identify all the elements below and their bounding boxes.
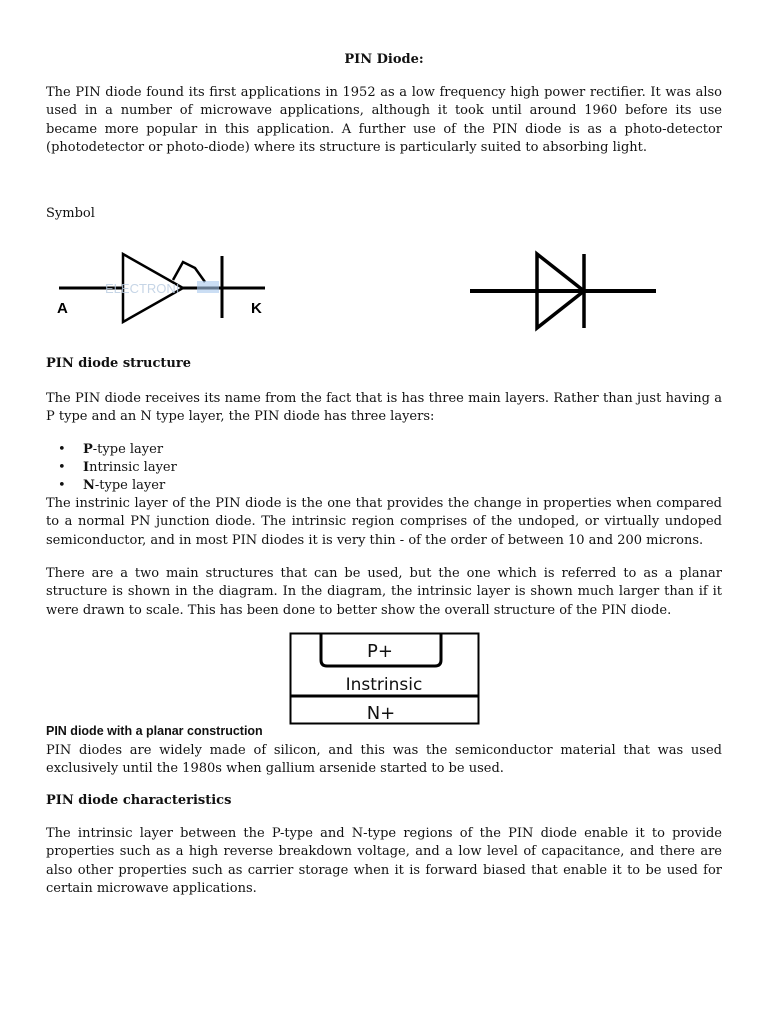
page-title: PIN Diode:: [344, 52, 424, 67]
cathode-label: K: [251, 300, 262, 317]
symbol-label: Symbol: [46, 206, 95, 221]
list-item: • Intrinsic layer: [46, 459, 177, 477]
diagram-caption: PIN diode with a planar construction: [46, 724, 263, 738]
watermark-text: ELECTRONI: [105, 281, 180, 296]
intrinsic-paragraph: The instrinic layer of the PIN diode is the one that provides the change in properties when compared to a normal PN junction diode. The intrinsic region comprises of the undoped, or virtually undoped semiconductor, and in most PIN diodes it is very thin - of the order of between 10 and 200 microns.: [46, 496, 722, 548]
silicon-paragraph: PIN diodes are widely made of silicon, and this was the semiconductor material that was used exclusively until the 1980s when gallium arsenide started to be used.: [46, 743, 722, 777]
list-item: • N-type layer: [46, 477, 177, 495]
planar-paragraph: There are a two main structures that can be used, but the one which is referred to as a planar structure is shown in the diagram. In the diagram, the intrinsic layer is shown much larger than if it were drawn to scale. This has been done to better show the overall structure of the PIN diode.: [46, 566, 722, 618]
n-plus-label: N+: [366, 703, 396, 724]
list-item: • P-type layer: [46, 441, 177, 459]
intro-paragraph: The PIN diode found its first applications in 1952 as a low frequency high power rectifier. It was also used in a number of microwave applications, although it took until around 1960 before its use became more popular in this application. A further use of the PIN diode is as a photo-detector (photodetector or photo-diode) where its structure is particularly suited to absorbing light.: [46, 85, 722, 155]
pin-diode-symbol-photo: [55, 248, 275, 328]
intrinsic-label: Instrinsic: [345, 675, 423, 695]
anode-label: A: [57, 300, 68, 317]
layer-list: [46, 441, 177, 495]
characteristics-paragraph: The intrinsic layer between the P-type and N-type regions of the PIN diode enable it to provide properties such as a high reverse breakdown voltage, and a low level of capacitance, and there are also other properties such as carrier storage when it is forward biased that enable it to be used for certain microwave applications.: [46, 826, 722, 896]
p-plus-label: P+: [367, 641, 393, 662]
structure-paragraph: The PIN diode receives its name from the fact that is has three main layers. Rather than just having a P type and an N type layer, the PIN diode has three layers:: [46, 391, 722, 425]
planar-structure-diagram: [289, 632, 481, 726]
characteristics-heading: PIN diode characteristics: [46, 793, 232, 808]
structure-heading: PIN diode structure: [46, 356, 191, 371]
pin-diode-symbol-standard: [466, 248, 662, 334]
